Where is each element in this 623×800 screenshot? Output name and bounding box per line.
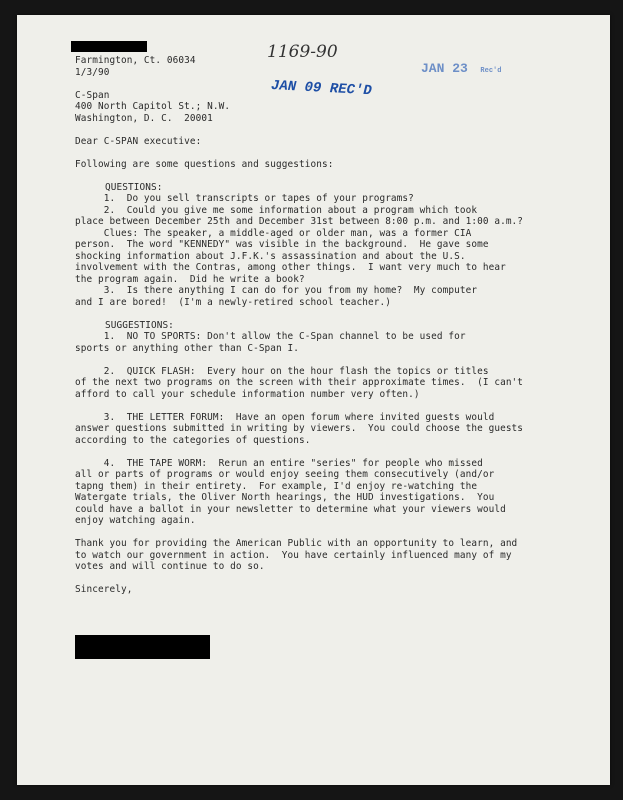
question-line: the program again. Did he write a book? xyxy=(75,273,305,285)
letter-body xyxy=(75,55,595,596)
received-date-stamp: JAN 09 REC'D xyxy=(270,78,373,100)
suggestion-line: all or parts of programs or would enjoy seeing them consecutively (and/or xyxy=(75,469,495,480)
letter-date: 1/3/90 xyxy=(75,66,110,78)
salutation: Dear C-SPAN executive: xyxy=(75,135,202,147)
suggestion-line: according to the categories of questions. xyxy=(75,434,311,446)
suggestion-line: answer questions submitted in writing by viewers. You could choose the guests xyxy=(75,423,524,434)
question-line: involvement with the Contras, among other things. I want very much to hear xyxy=(75,262,506,273)
suggestions-header: SUGGESTIONS: xyxy=(105,319,174,331)
redacted-signature xyxy=(75,635,210,659)
suggestion-line: of the next two programs on the screen with their approximate times. (I can't xyxy=(75,377,524,388)
closing-line: votes and will continue to do so. xyxy=(75,561,265,572)
arrival-date-stamp-suffix: Rec'd xyxy=(480,67,502,75)
intro-line: Following are some questions and suggestions: xyxy=(75,158,334,170)
suggestion-line: 4. THE TAPE WORM: Rerun an entire "series" for people who missed xyxy=(75,457,483,469)
sender-address: Farmington, Ct. 06034 xyxy=(75,55,196,66)
signoff: Sincerely, xyxy=(75,584,133,595)
question-line: 1. Do you sell transcripts or tapes of your programs? xyxy=(75,193,414,204)
recipient-name: C-Span xyxy=(75,89,110,101)
question-line: place between December 25th and December 31st between 8:00 p.m. and 1:00 a.m.? xyxy=(75,216,524,227)
suggestion-line: could have a ballot in your newsletter to determine what your viewers would xyxy=(75,503,506,515)
question-line: Clues: The speaker, a middle-aged or older man, was a former CIA xyxy=(75,227,472,239)
closing-line: Thank you for providing the American Public with an opportunity to learn, and xyxy=(75,538,518,549)
recipient-city: Washington, D. C. 20001 xyxy=(75,112,213,124)
closing-line: to watch our government in action. You have certainly influenced many of my xyxy=(75,549,512,561)
recipient-street: 400 North Capitol St.; N.W. xyxy=(75,101,231,112)
question-line: shocking information about J.F.K.'s assassination and about the U.S. xyxy=(75,250,466,262)
suggestion-line: 2. QUICK FLASH: Every hour on the hour flash the topics or titles xyxy=(75,365,489,377)
question-line: 3. Is there anything I can do for you from my home? My computer xyxy=(75,285,478,296)
redacted-sender-name xyxy=(71,41,147,52)
suggestion-line: afford to call your schedule information number very often.) xyxy=(75,388,420,400)
letter-page xyxy=(17,15,610,785)
suggestion-line: enjoy watching again. xyxy=(75,515,196,526)
arrival-date-stamp-date: JAN 23 xyxy=(421,61,468,76)
handwritten-file-number: 1169-90 xyxy=(267,42,338,62)
questions-header: QUESTIONS: xyxy=(105,181,163,193)
question-line: and I are bored! (I'm a newly-retired school teacher.) xyxy=(75,296,391,308)
suggestion-line: 1. NO TO SPORTS: Don't allow the C-Span channel to be used for xyxy=(75,331,466,342)
suggestion-line: Watergate trials, the Oliver North hearings, the HUD investigations. You xyxy=(75,492,495,503)
suggestion-line: 3. THE LETTER FORUM: Have an open forum where invited guests would xyxy=(75,411,495,423)
question-line: person. The word "KENNEDY" was visible in the background. He gave some xyxy=(75,239,489,250)
question-line: 2. Could you give me some information about a program which took xyxy=(75,204,478,216)
suggestion-line: tapng them) in their entirety. For example, I'd enjoy re-watching the xyxy=(75,480,478,492)
suggestion-line: sports or anything other than C-Span I. xyxy=(75,342,300,354)
